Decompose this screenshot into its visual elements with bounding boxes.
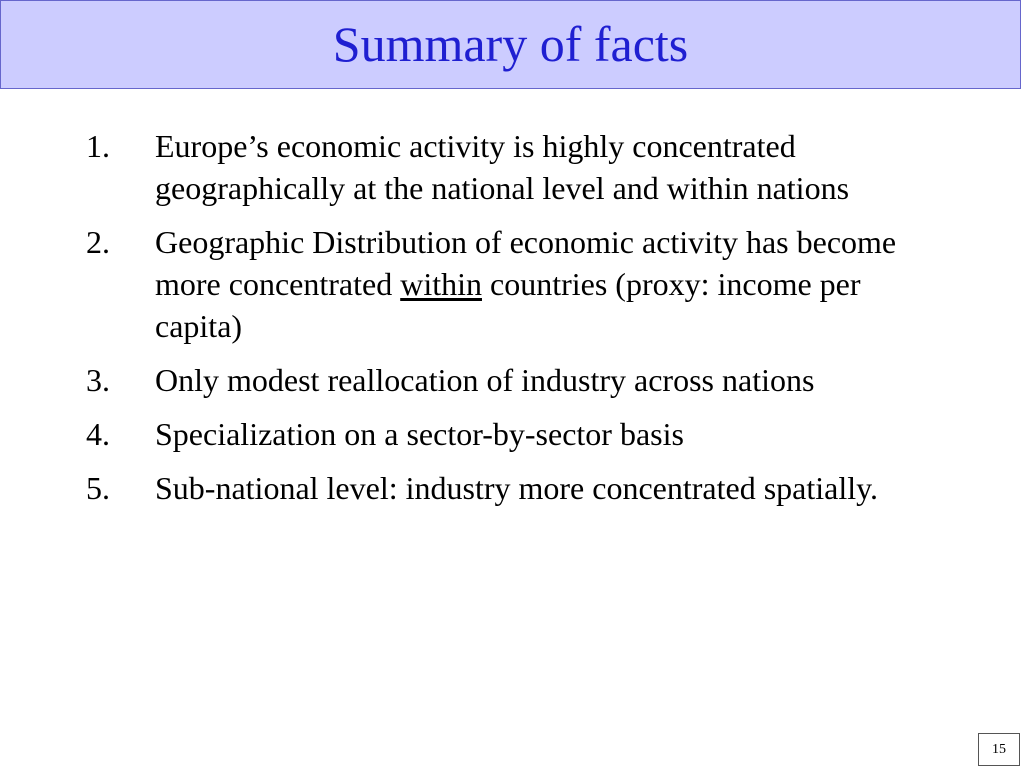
title-bar [0,0,1021,89]
facts-list [86,125,946,521]
fact-item [86,221,946,347]
fact-number: 5. [86,470,110,506]
fact-text: Only modest reallocation of industry across nations [155,362,815,398]
fact-text: Sub-national level: industry more concentrated spatially. [155,470,879,506]
fact-text-before: Geographic Distribution of economic activity has become more concentrated [155,224,897,302]
fact-item [86,413,946,455]
page-number-box [978,733,1020,766]
fact-item [86,359,946,401]
fact-number: 4. [86,416,110,452]
slide-title: Summary of facts [332,15,689,72]
page-number: 15 [992,741,1006,757]
fact-text [155,224,896,344]
fact-number: 1. [86,128,110,164]
fact-text-underlined: within [400,266,482,302]
fact-text: Specialization on a sector-by-sector basis [155,416,684,452]
fact-text-after: countries (proxy: income per capita) [155,266,861,344]
fact-number: 3. [86,362,110,398]
fact-item [86,467,946,509]
fact-number: 2. [86,224,110,260]
fact-text: Europe’s economic activity is highly concentrated geographically at the national level and within nations [155,128,850,206]
fact-item [86,125,946,209]
